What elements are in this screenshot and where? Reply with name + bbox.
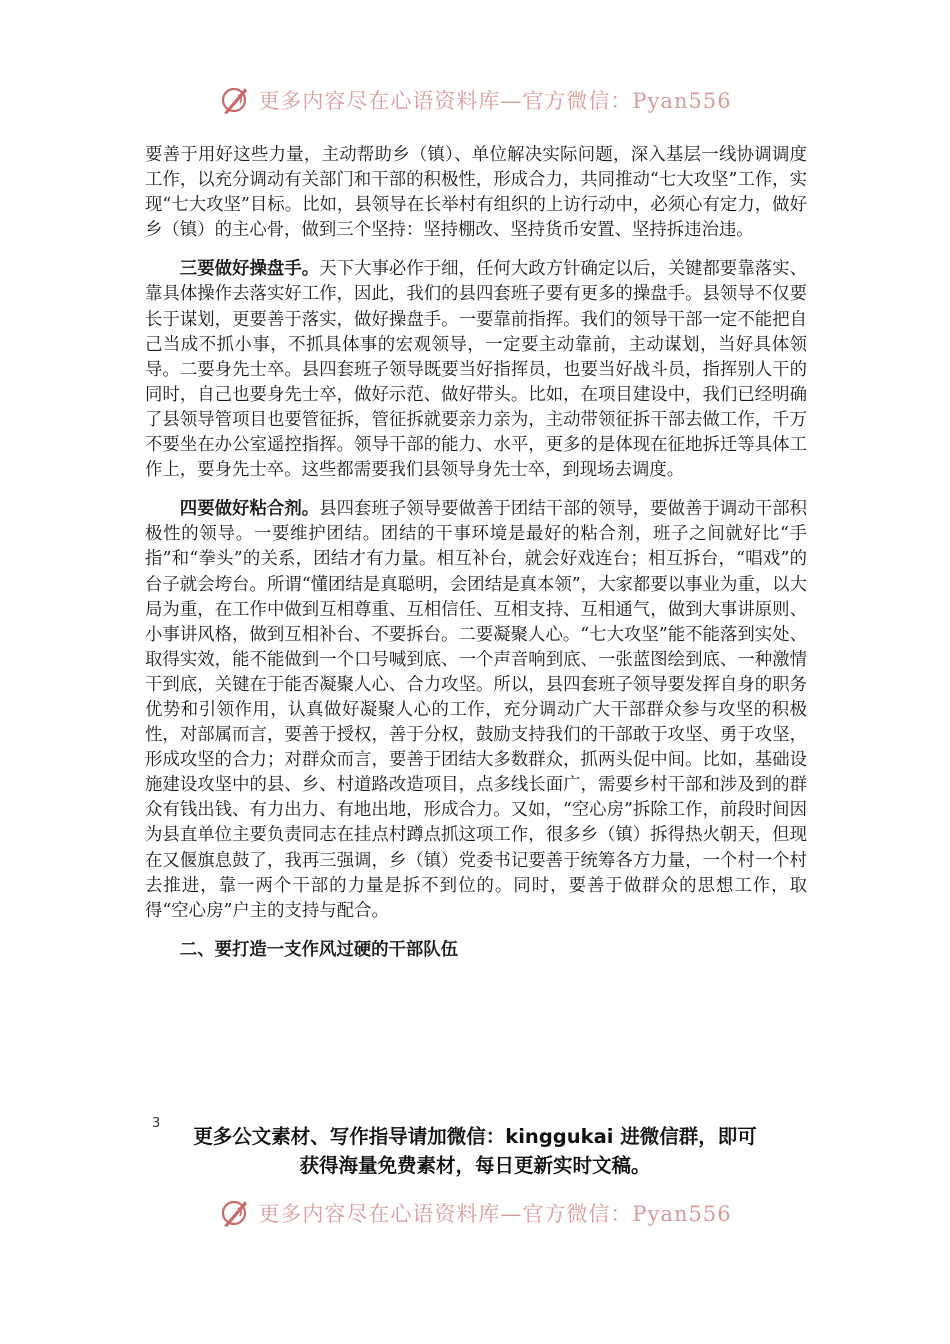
promo-line-1: 更多公文素材、写作指导请加微信：kinggukai 进微信群，即可	[193, 1125, 757, 1148]
header-watermark	[0, 80, 950, 120]
section-heading: 二、要打造一支作风过硬的干部队伍	[179, 939, 459, 960]
page-number: 3	[152, 1116, 161, 1131]
quill-logo-icon	[218, 1196, 252, 1230]
paragraph-1	[145, 143, 807, 243]
quill-logo-icon	[218, 83, 252, 117]
promo-block	[120, 1122, 830, 1180]
watermark-text: 更多内容尽在心语资料库—官方微信：Pyan556	[258, 89, 732, 113]
paragraph-lead: 三要做好操盘手。	[179, 259, 320, 280]
watermark-text: 更多内容尽在心语资料库—官方微信：Pyan556	[258, 1202, 732, 1226]
paragraph-2	[145, 257, 807, 483]
paragraph-lead: 四要做好粘合剂。	[179, 499, 320, 520]
promo-line-2: 获得海量免费素材，每日更新实时文稿。	[299, 1154, 651, 1177]
footer-watermark	[0, 1193, 950, 1233]
paragraph-text: 县四套班子领导要做善于团结干部的领导，要做善于调动干部积极性的领导。一要维护团结。团结的干事环境是最好的粘合剂，班子之间就好比“手指”和“拳头”的关系，团结才有力量。相互补台，就会好戏连台；相互拆台，“唱戏”的台子就会垮台。所谓“懂团结是真聪明，会团结是真本领”，大家都要以事业为重，以大局为重，在工作中做到互相尊重、互相信任、互相支持、互相通气，做到大事讲原则、小事讲风格，做到互相补台、不要拆台。二要凝聚人心。“七大攻坚”能不能落到实处、取得实效，能不能做到一个口号喊到底、一个声音响到底、一张蓝图绘到底、一种激情干到底，关键在于能否凝聚人心、合力攻坚。所以，县四套班子领导要发挥自身的职务优势和引领作用，认真做好凝聚人心的工作，充分调动广大干部群众参与攻坚的积极性，对部属而言，要善于授权，善于分权，鼓励支持我们的干部敢于攻坚、勇于攻坚，形成攻坚的合力；对群众而言，要善于团结大多数群众，抓两头促中间。比如，基础设施建设攻坚中的县、乡、村道路改造项目，点多线长面广，需要乡村干部和涉及到的群众有钱出钱、有力出力、有地出地，形成合力。又如，“空心房”拆除工作，前段时间因为县直单位主要负责同志在挂点村蹲点抓这项工作，很多乡（镇）拆得热火朝天，但现在又偃旗息鼓了，我再三强调，乡（镇）党委书记要善于统筹各方力量，一个村一个村去推进，靠一两个干部的力量是拆不到位的。同时，要善于做群众的思想工作，取得“空心房”户主的支持与配合。	[145, 499, 807, 921]
paragraph-text: 要善于用好这些力量，主动帮助乡（镇）、单位解决实际问题，深入基层一线协调调度工作，以充分调动有关部门和干部的积极性，形成合力，共同推动“七大攻坚”工作，实现“七大攻坚”目标。比如，县领导在长举村有组织的上访行动中，必须心有定力，做好乡（镇）的主心骨，做到三个坚持：坚持棚改、坚持货币安置、坚持拆违治违。	[145, 145, 807, 241]
paragraph-text: 天下大事必作于细，任何大政方针确定以后，关键都要靠落实、靠具体操作去落实好工作，因此，我们的县四套班子要有更多的操盘手。县领导不仅要长于谋划，更要善于落实，做好操盘手。一要靠前指挥。我们的领导干部一定不能把自己当成不抓小事，不抓具体事的宏观领导，一定要主动靠前，主动谋划，当好具体领导。二要身先士卒。县四套班子领导既要当好指挥员，也要当好战斗员，指挥别人干的同时，自己也要身先士卒，做好示范、做好带头。比如，在项目建设中，我们已经明确了县领导管项目也要管征拆，管征拆就要亲力亲为，主动带领征拆干部去做工作，千万不要坐在办公室遥控指挥。领导干部的能力、水平，更多的是体现在征地拆迁等具体工作上，要身先士卒。这些都需要我们县领导身先士卒，到现场去调度。	[145, 259, 807, 481]
paragraph-3	[145, 497, 807, 924]
document-body	[145, 143, 807, 963]
